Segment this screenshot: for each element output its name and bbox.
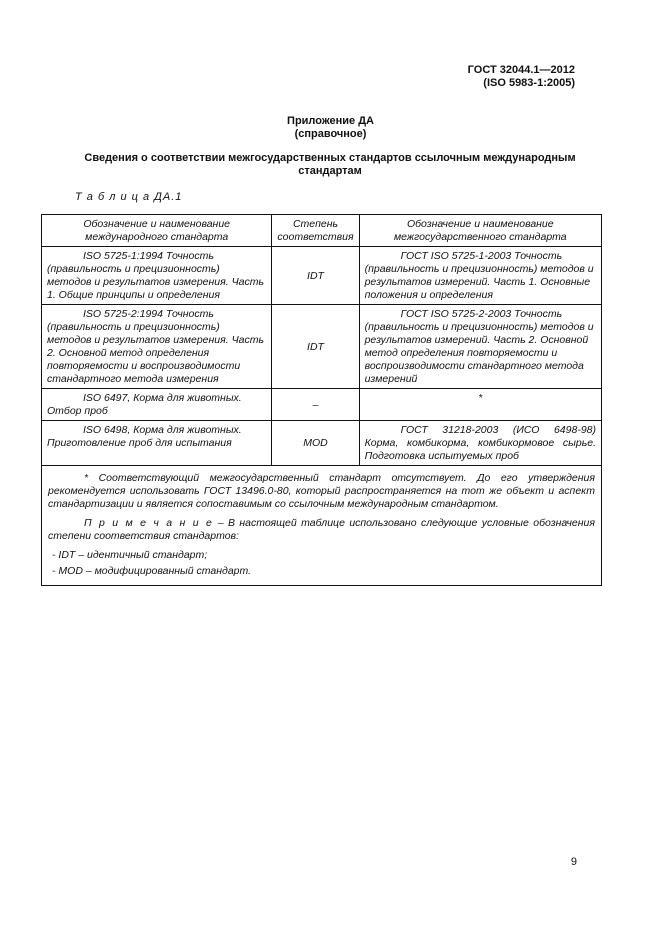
national-standard-cell: * xyxy=(359,389,601,421)
degree-cell: MOD xyxy=(272,421,359,466)
table-row xyxy=(42,421,602,466)
footnote-row xyxy=(42,466,602,586)
table-header-row xyxy=(42,215,602,247)
header-intl-standard: Обозначение и наименование международного стандарта xyxy=(42,215,272,247)
note-text: – В настоящей таблице использовано следующие условные обозначения степени соответствия стандартов: xyxy=(48,517,595,542)
degree-cell: – xyxy=(272,389,359,421)
table-row xyxy=(42,389,602,421)
correspondence-table xyxy=(41,214,602,586)
legend-item: - MOD – модифицированный стандарт. xyxy=(52,565,252,577)
table-note xyxy=(48,517,595,543)
appendix-heading xyxy=(0,115,661,141)
header-degree: Степень соответствия xyxy=(272,215,359,247)
footnote-cell xyxy=(42,466,602,586)
note-label: П р и м е ч а н и е xyxy=(84,517,214,529)
section-title: Сведения о соответствии межгосударственных стандартов ссылочным международным стандартам xyxy=(84,152,576,177)
page-number: 9 xyxy=(570,856,577,868)
iso-code: (ISO 5983-1:2005) xyxy=(483,77,575,89)
intl-standard-cell: ISO 6497, Корма для животных. Отбор проб xyxy=(42,389,272,421)
degree-cell: IDT xyxy=(272,305,359,389)
intl-standard-cell: ISO 5725-2:1994 Точность (правильность и прецизионность) методов и результатов измерения. Часть 2. Основной метод определения повторяемости и воспроизводимости стандартного метода измерения xyxy=(42,305,272,389)
standard-code: ГОСТ 32044.1—2012 xyxy=(467,64,575,76)
degree-cell: IDT xyxy=(272,247,359,305)
national-standard-cell: ГОСТ 31218-2003 (ИСО 6498-98) Корма, комбикорма, комбикормовое сырье. Подготовка испытуемых проб xyxy=(359,421,601,466)
intl-standard-cell: ISO 5725-1:1994 Точность (правильность и прецизионность) методов и результатов измерения. Часть 1. Общие принципы и определения xyxy=(42,247,272,305)
table-caption: Т а б л и ц а ДА.1 xyxy=(75,191,183,203)
national-standard-cell: ГОСТ ISO 5725-1-2003 Точность (правильность и прецизионность) методов и результатов измерений. Часть 1. Основные положения и определения xyxy=(359,247,601,305)
asterisk-note: * Соответствующий межгосударственный стандарт отсутствует. До его утверждения рекомендуется использовать ГОСТ 13496.0-80, который распространяется на тот же объект и аспект стандартизации и является сопоставимым со ссылочным международным стандартом. xyxy=(48,472,595,510)
appendix-title: Приложение ДА xyxy=(287,115,374,127)
degree-legend xyxy=(48,549,595,578)
table-row xyxy=(42,247,602,305)
document-header xyxy=(468,64,575,90)
intl-standard-cell: ISO 6498, Корма для животных. Приготовление проб для испытания xyxy=(42,421,272,466)
header-national-standard: Обозначение и наименование межгосударственного стандарта xyxy=(359,215,601,247)
legend-item: - IDT – идентичный стандарт; xyxy=(52,549,208,561)
table-row xyxy=(42,305,602,389)
appendix-subtitle: (справочное) xyxy=(294,128,367,140)
national-standard-cell: ГОСТ ISO 5725-2-2003 Точность (правильность и прецизионность) методов и результатов измерений. Часть 2. Основной метод определения повторяемости и воспроизводимости стандартного метода измерений xyxy=(359,305,601,389)
